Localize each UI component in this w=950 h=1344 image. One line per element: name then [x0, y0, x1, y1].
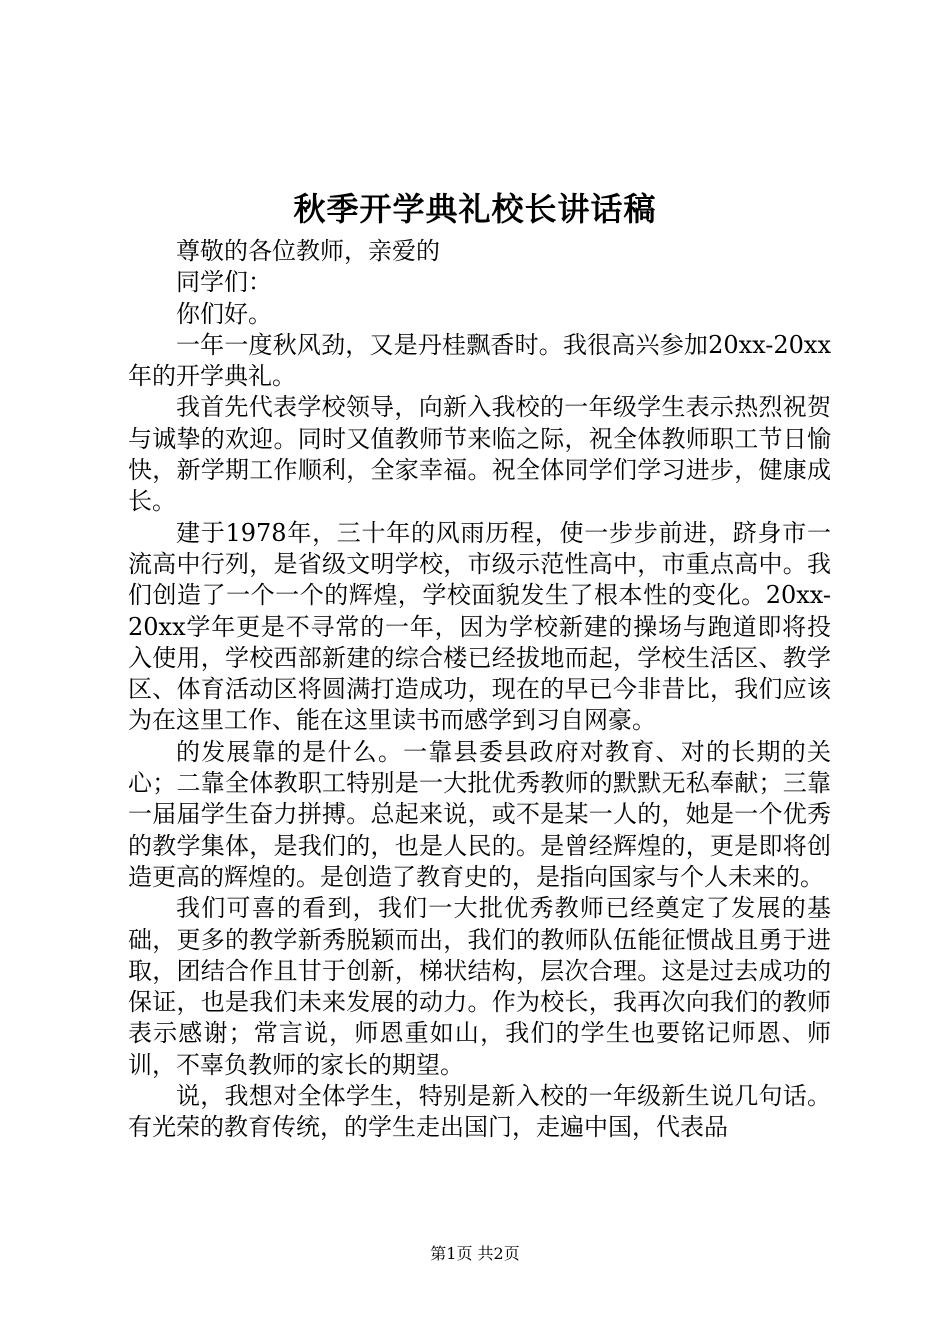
paragraph: 我们可喜的看到，我们一大批优秀教师已经奠定了发展的基础，更多的教学新秀脱颖而出，我们的教师队伍能征惯战且勇于进取，团结合作且甘于创新，梯状结构，层次合理。这是过去成功的保证，也是我们未来发展的动力。作为校长，我再次向我们的教师表示感谢；常言说，师恩重如山，我们的学生也要铭记师恩、师训，不辜负教师的家长的期望。 — [128, 894, 831, 1079]
paragraph-salutation-1: 尊敬的各位教师，亲爱的 — [176, 237, 440, 265]
paragraph: 说，我想对全体学生，特别是新入校的一年级新生说几句话。有光荣的教育传统，的学生走出国门，走遍中国，代表品 — [128, 1082, 831, 1142]
page-footer: 第1页 共2页 — [430, 1244, 520, 1263]
paragraph: 一年一度秋风劲，又是丹桂飘香时。我很高兴参加20xx-20xx年的开学典礼。 — [128, 330, 831, 391]
paragraph-greeting: 你们好。 — [176, 299, 272, 328]
paragraph: 我首先代表学校领导，向新入我校的一年级学生表示热烈祝贺与诚挚的欢迎。同时又值教师节来临之际，祝全体教师职工节日愉快，新学期工作顺利，全家幸福。祝全体同学们学习进步，健康成长。 — [128, 393, 831, 516]
document-title: 秋季开学典礼校长讲话稿 — [293, 190, 657, 228]
paragraph-salutation-2: 同学们： — [176, 268, 272, 297]
paragraph: 的发展靠的是什么。一靠县委县政府对教育、对的长期的关心；二靠全体教职工特别是一大批优秀教师的默默无私奉献；三靠一届届学生奋力拼搏。总起来说，或不是某一人的，她是一个优秀的教学集体，是我们的，也是人民的。是曾经辉煌的，更是即将创造更高的辉煌的。是创造了教育史的，是指向国家与个人未来的。 — [128, 737, 831, 891]
document-body — [128, 236, 831, 1144]
paragraph: 建于1978年，三十年的风雨历程，使一步步前进，跻身市一流高中行列，是省级文明学校，市级示范性高中，市重点高中。我们创造了一个一个的辉煌，学校面貌发生了根本性的变化。20xx-20xx学年更是不寻常的一年，因为学校新建的操场与跑道即将投入使用，学校西部新建的综合楼已经拔地而起，学校生活区、教学区、体育活动区将圆满打造成功，现在的早已今非昔比，我们应该为在这里工作、能在这里读书而感学到习自网豪。 — [128, 518, 831, 735]
